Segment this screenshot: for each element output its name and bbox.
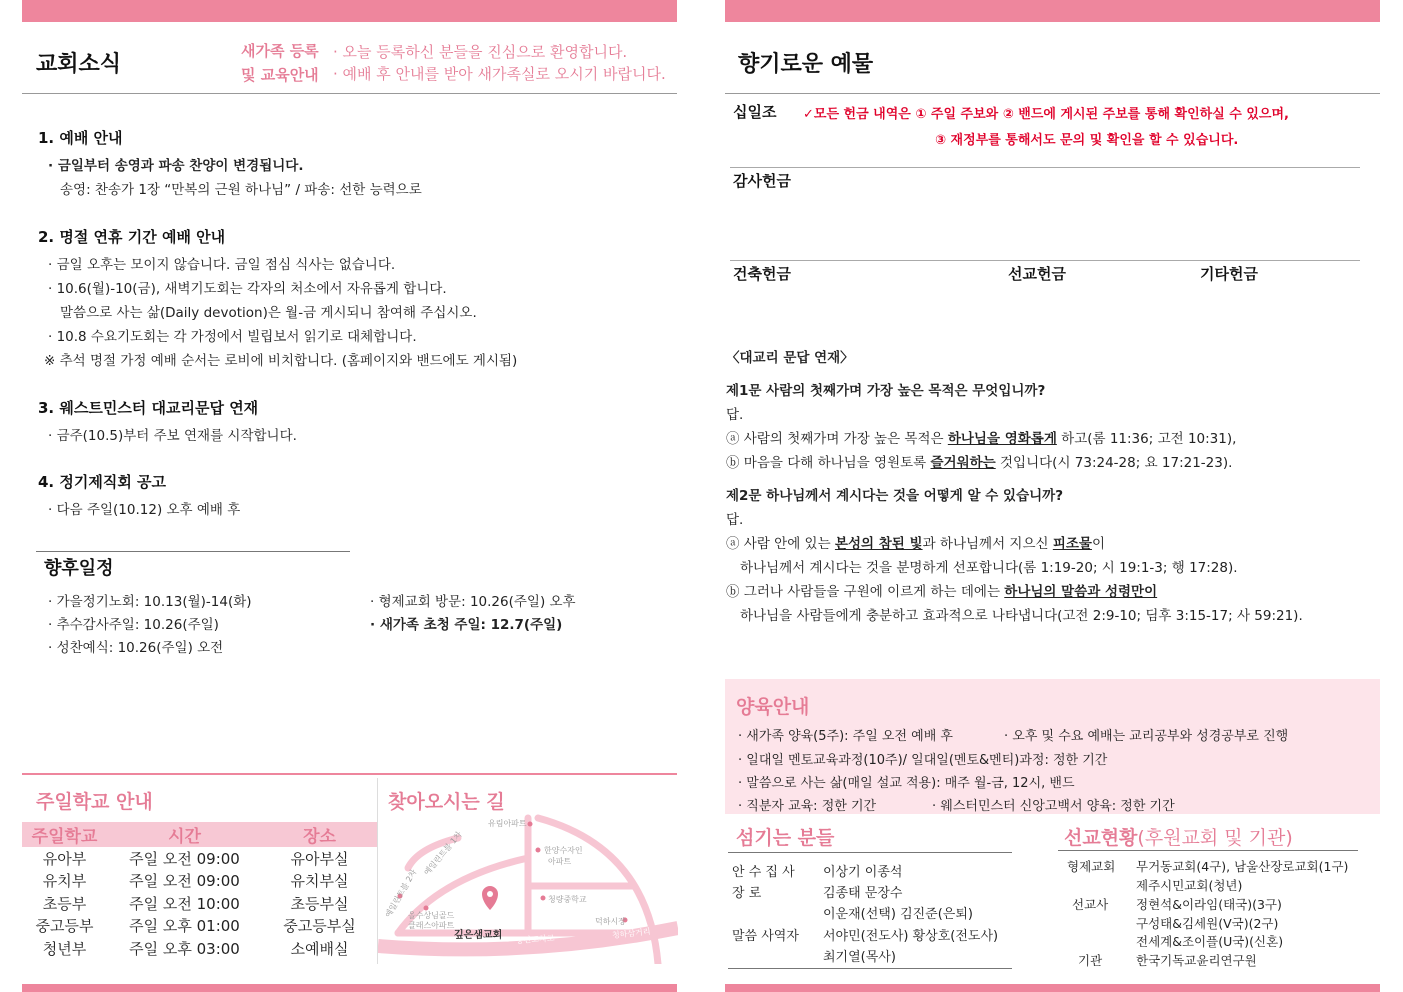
section-4-line-1: · 다음 주일(10.12) 오후 예배 후 xyxy=(48,502,241,518)
map xyxy=(378,808,678,964)
section-2-line-5: ※ 추석 명절 가정 예배 순서는 로비에 비치합니다. (홈페이지와 밴드에도 게시됨) xyxy=(44,353,518,369)
mission-entry: 무거동교회(4구), 남울산장로교회(1구) xyxy=(1136,859,1349,874)
school-time: 주일 오전 10:00 xyxy=(129,894,240,913)
newcomer-label-2: 및 교육안내 xyxy=(241,66,319,84)
mission-category: 선교사 xyxy=(1072,897,1109,912)
schedule-item-1: · 가을정기노회: 10.13(월)-14(화) xyxy=(48,594,252,610)
mission-top-rule xyxy=(1058,850,1358,851)
servant-role: 안 수 집 사 xyxy=(732,865,795,880)
map-label-hanyang: 한양수자인 xyxy=(544,846,583,855)
section-heading-3: 3. 웨스트민스터 대교리문답 연재 xyxy=(38,399,259,417)
map-label-olsu1: 올수상님골드 xyxy=(408,911,455,920)
catechism-text: 것입니다(시 73:24-28; 요 17:21-23). xyxy=(995,455,1233,471)
mission-offering-label: 선교헌금 xyxy=(1008,265,1066,283)
newcomer-label-1: 새가족 등록 xyxy=(241,42,319,60)
offering-notice-2: ③ 재정부를 통해서도 문의 및 확인을 할 수 있습니다. xyxy=(935,133,1239,148)
catechism-emphasis: 하나님의 말씀과 성령만이 xyxy=(1004,584,1158,600)
thanks-rule xyxy=(730,260,1360,261)
school-table-header xyxy=(22,822,377,847)
section-1-line-1: · 금일부터 송영과 파송 찬양이 변경됩니다. xyxy=(48,158,304,174)
catechism-emphasis: 본성의 참된 빛 xyxy=(834,536,923,552)
map-label-church: 깊은샘교회 xyxy=(454,930,503,941)
schedule-item-5: · 새가족 초청 주일: 12.7(주일) xyxy=(370,617,563,633)
school-place: 소예배실 xyxy=(290,939,349,958)
catechism-text: 이 xyxy=(1091,536,1105,552)
map-label-hanyang2: 아파트 xyxy=(548,857,572,866)
mission-title-main: 선교현황 xyxy=(1064,827,1138,849)
school-place: 유아부실 xyxy=(290,849,349,868)
catechism-text: 과 하나님께서 지으신 xyxy=(922,536,1053,552)
school-time: 주일 오후 01:00 xyxy=(129,917,240,936)
schedule-rule xyxy=(36,551,350,552)
school-time: 주일 오전 09:00 xyxy=(129,872,240,891)
school-place: 중고등부실 xyxy=(283,917,356,936)
servants-top-rule xyxy=(728,852,1012,853)
catechism-a1-1 xyxy=(726,427,1236,447)
section-2-line-4: · 10.8 수요기도회는 각 가정에서 빌립보서 읽기로 대체합니다. xyxy=(48,329,417,345)
map-label-road1: 중간교차로 xyxy=(515,933,555,946)
section-2-line-2: · 10.6(월)-10(금), 새벽기도회는 각자의 처소에서 자유롭게 합니다. xyxy=(48,281,447,297)
section-heading-4: 4. 정기제직회 공고 xyxy=(38,473,167,491)
map-label-daeil1: 예일린트블 1차 xyxy=(422,829,464,878)
left-header-rule xyxy=(22,93,677,94)
school-dept: 유아부 xyxy=(42,849,87,868)
servants-bottom-rule xyxy=(728,968,1012,969)
mission-entry: 한국기독교윤리연구원 xyxy=(1136,953,1257,968)
school-time: 주일 오후 03:00 xyxy=(129,939,240,958)
section-heading-2: 2. 명절 연휴 기간 예배 안내 xyxy=(38,228,226,246)
school-place: 초등부실 xyxy=(290,894,349,913)
school-title: 주일학교 안내 xyxy=(36,791,153,813)
newcomer-line-2: · 예배 후 안내를 받아 새가족실로 오시기 바랍니다. xyxy=(333,65,666,83)
other-offering-label: 기타헌금 xyxy=(1200,265,1258,283)
school-top-rule xyxy=(22,773,677,775)
section-2-line-1: · 금일 오후는 모이지 않습니다. 금일 점심 식사는 없습니다. xyxy=(48,257,396,273)
section-2-line-3: 말씀으로 사는 삶(Daily devotion)은 월-금 게시되니 참여해 주십시오. xyxy=(60,305,477,321)
school-dept: 중고등부 xyxy=(35,917,94,936)
schedule-item-4: · 형제교회 방문: 10.26(주일) 오후 xyxy=(370,594,576,610)
table-row xyxy=(22,870,377,893)
section-1-line-2: 송영: 찬송가 1장 “만복의 근원 하나님” / 파송: 선한 능력으로 xyxy=(60,182,422,198)
map-label-cheongryang: 청량중학교 xyxy=(548,895,587,904)
right-top-bar xyxy=(725,0,1380,22)
section-heading-1: 1. 예배 안내 xyxy=(38,129,123,147)
catechism-text: 하고(롬 11:36; 고전 10:31), xyxy=(1056,431,1237,447)
page-title-right: 향기로운 예물 xyxy=(738,52,874,77)
catechism-emphasis: 하나님을 영화롭게 xyxy=(947,431,1057,447)
catechism-q2: 제2문 하나님께서 계시다는 것을 어떻게 알 수 있습니까? xyxy=(726,488,1064,504)
school-dept: 초등부 xyxy=(42,894,87,913)
mission-entry: 전세계&조이플(U국)(신혼) xyxy=(1136,934,1284,949)
servant-names: 이운재(선택) 김진준(은퇴) xyxy=(823,907,973,922)
map-label-yurim: 유림아파트 xyxy=(488,819,527,828)
catechism-text: ⓑ 그러나 사람들을 구원에 이르게 하는 데에는 xyxy=(726,584,1005,600)
left-top-bar xyxy=(22,0,677,22)
servant-role: 말씀 사역자 xyxy=(732,929,799,944)
building-offering-label: 건축헌금 xyxy=(733,265,791,283)
schedule-item-3: · 성찬예식: 10.26(주일) 오전 xyxy=(48,640,224,656)
nurture-line-2: · 일대일 멘토교육과정(10주)/ 일대일(멘토&멘티)과정: 정한 기간 xyxy=(738,753,1108,768)
tithe-rule xyxy=(730,167,1360,168)
nurture-line-1a: · 새가족 양육(5주): 주일 오전 예배 후 xyxy=(738,729,953,744)
mission-title xyxy=(1064,823,1293,850)
right-bottom-bar xyxy=(725,984,1380,992)
section-3-line-1: · 금주(10.5)부터 주보 연재를 시작합니다. xyxy=(48,428,297,444)
school-dept: 유치부 xyxy=(42,872,87,891)
catechism-a2-2 xyxy=(726,580,1157,600)
school-col-header: 주일학교 xyxy=(22,822,107,847)
school-time: 주일 오전 09:00 xyxy=(129,849,240,868)
servant-names: 김종태 문장수 xyxy=(823,886,903,901)
location-pin-icon xyxy=(482,886,498,910)
nurture-line-3: · 말씀으로 사는 삶(매일 설교 적용): 매주 월-금, 12시, 밴드 xyxy=(738,776,1075,791)
catechism-a2-1b: 하나님께서 계시다는 것을 분명하게 선포합니다(롬 1:19-20; 시 19:1-3; 행 17:28). xyxy=(740,560,1238,576)
catechism-emphasis: 즐거워하는 xyxy=(930,455,996,471)
table-row xyxy=(22,915,377,938)
catechism-q1: 제1문 사람의 첫째가며 가장 높은 목적은 무엇입니까? xyxy=(726,383,1046,399)
offering-notice-1: ✓모든 헌금 내역은 ① 주일 주보와 ② 밴드에 게시된 주보를 통해 확인하실 수 있으며, xyxy=(803,107,1289,122)
catechism-a1-label: 답. xyxy=(726,407,744,423)
servant-names: 최기열(목사) xyxy=(823,950,896,965)
thanks-offering-label: 감사헌금 xyxy=(733,172,791,190)
nurture-line-4a: · 직분자 교육: 정한 기간 xyxy=(738,799,877,814)
table-row xyxy=(22,892,377,915)
catechism-text: ⓐ 사람 안에 있는 xyxy=(726,536,835,552)
school-dept: 청년부 xyxy=(42,939,87,958)
nurture-line-4b: · 웨스터민스터 신앙고백서 양육: 정한 기간 xyxy=(932,799,1175,814)
mission-title-sub: (후원교회 및 기관) xyxy=(1137,827,1293,849)
catechism-emphasis: 피조물 xyxy=(1052,536,1092,552)
catechism-a2-1 xyxy=(726,532,1105,552)
newcomer-line-1: · 오늘 등록하신 분들을 진심으로 환영합니다. xyxy=(333,43,628,61)
right-header-rule xyxy=(725,93,1380,94)
catechism-text: ⓑ 마음을 다해 하나님을 영원토록 xyxy=(726,455,931,471)
map-label-daeil2: 예일린트블 2차 xyxy=(383,867,419,920)
servant-names: 서야민(전도사) 황상호(전도사) xyxy=(823,929,999,944)
servants-title: 섬기는 분들 xyxy=(736,827,835,849)
servant-names: 이상기 이종석 xyxy=(823,865,903,880)
mission-category: 형제교회 xyxy=(1067,859,1116,874)
school-col-header: 시간 xyxy=(107,822,262,847)
mission-category: 기관 xyxy=(1078,953,1103,968)
catechism-a1-2 xyxy=(726,451,1232,471)
catechism-a2-2b: 하나님을 사람들에게 충분하고 효과적으로 나타냅니다(고전 2:9-10; 딤후 3:15-17; 사 59:21). xyxy=(740,608,1303,624)
mission-entry: 제주시민교회(청년) xyxy=(1136,878,1243,893)
servant-role: 장 로 xyxy=(732,886,762,901)
map-title: 찾아오시는 길 xyxy=(388,791,505,813)
school-place: 유치부실 xyxy=(290,872,349,891)
school-table xyxy=(22,822,377,960)
map-label-road2: 청하삼거리 xyxy=(611,927,652,940)
page-title-left: 교회소식 xyxy=(36,52,122,77)
table-row xyxy=(22,847,377,870)
left-bottom-bar xyxy=(22,984,677,992)
mission-entry: 구성태&김세원(V국)(2구) xyxy=(1136,916,1279,931)
map-label-olsu2: 클래스아파트 xyxy=(408,921,455,930)
catechism-title: 〈대교리 문답 연재〉 xyxy=(726,350,854,366)
table-row xyxy=(22,937,377,960)
mission-entry: 정현석&이라임(태국)(3구) xyxy=(1136,897,1282,912)
catechism-a2-label: 답. xyxy=(726,512,744,528)
catechism-text: ⓐ 사람의 첫째가며 가장 높은 목적은 xyxy=(726,431,948,447)
schedule-title: 향후일정 xyxy=(44,558,114,579)
tithe-label: 십일조 xyxy=(733,103,777,121)
school-col-header: 장소 xyxy=(262,822,377,847)
nurture-line-1b: · 오후 및 수요 예배는 교리공부와 성경공부로 진행 xyxy=(1004,729,1289,744)
nurture-title: 양육안내 xyxy=(736,696,810,718)
schedule-item-2: · 추수감사주일: 10.26(주일) xyxy=(48,617,219,633)
nurture-box xyxy=(725,679,1380,814)
map-label-deokha: 덕하시장 xyxy=(595,917,626,926)
